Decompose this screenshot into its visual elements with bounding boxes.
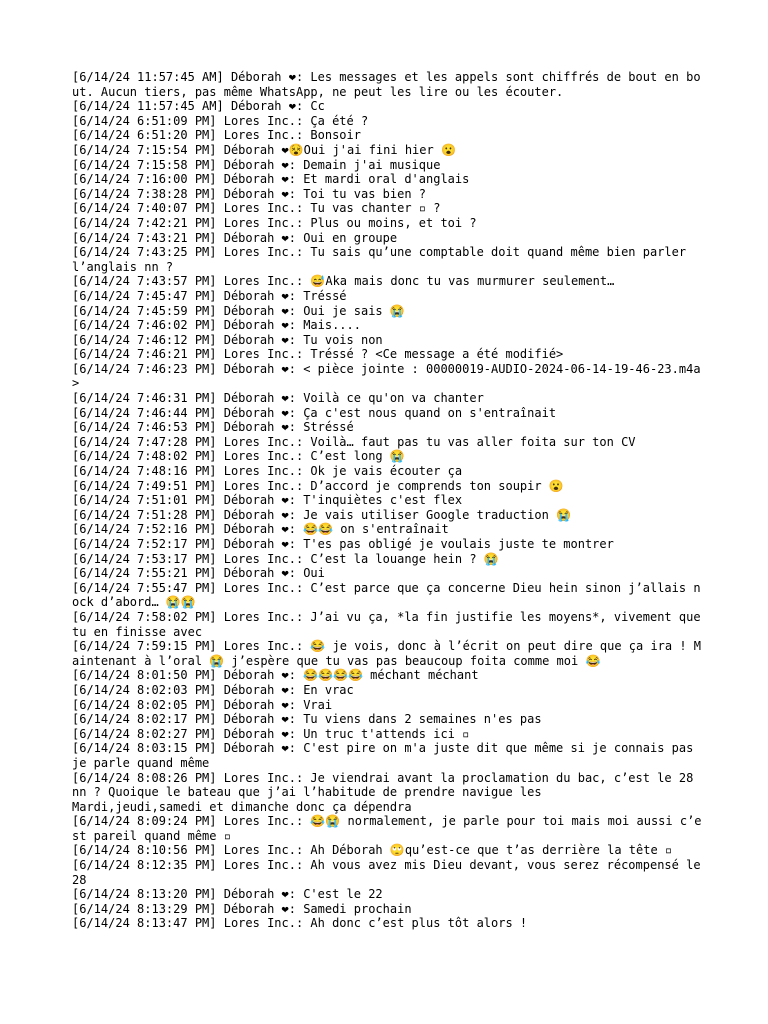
message-line: [6/14/24 7:46:12 PM] Déborah ❤: Tu vois non [72,332,383,347]
message-line: [6/14/24 7:46:23 PM] Déborah ❤: < pièce jointe : 00000019-AUDIO-2024-06-14-19-46-23.m4a > [72,361,708,391]
message-line: [6/14/24 7:16:00 PM] Déborah ❤: Et mardi oral d'anglais [72,172,470,187]
message-line: [6/14/24 7:53:17 PM] Lores Inc.: C’est la louange hein ? 😭 [72,551,499,566]
message-line: [6/14/24 8:08:26 PM] Lores Inc.: Je viendrai avant la proclamation du bac, c’est le 28 nn ? Quoique le bateau que j’ai l’habitude de prendre navigue les Mardi,jeudi,samedi et dimanche donc ça dépendra [72,770,694,814]
message-line: [6/14/24 7:58:02 PM] Lores Inc.: J’ai vu ça, *la fin justifie les moyens*, vivement que tu en finisse avec [72,609,708,639]
message-line: [6/14/24 7:52:17 PM] Déborah ❤: T'es pas obligé je voulais juste te montrer [72,537,614,551]
message-line: [6/14/24 6:51:09 PM] Lores Inc.: Ça été ? [72,113,369,128]
message-line: [6/14/24 7:43:57 PM] Lores Inc.: 😅Aka mais donc tu vas murmurer seulement… [72,274,615,289]
message-line: [6/14/24 7:55:21 PM] Déborah ❤: Oui [72,566,325,581]
message-line: [6/14/24 7:48:02 PM] Lores Inc.: C’est long 😭 [72,449,405,464]
message-line: [6/14/24 7:38:28 PM] Déborah ❤: Toi tu vas bien ? [72,186,427,201]
message-line: [6/14/24 7:15:54 PM] Déborah ❤😵Oui j'ai fini hier 😮 [72,142,456,157]
message-line: [6/14/24 7:45:47 PM] Déborah ❤: Tréssé [72,288,347,303]
message-line: [6/14/24 7:46:44 PM] Déborah ❤: Ça c'est nous quand on s'entraînait [72,405,557,420]
message-line: [6/14/24 8:03:15 PM] Déborah ❤: C'est pire on m'a juste dit que même si je connais pas je parle quand même [72,741,701,770]
message-line: [6/14/24 7:46:02 PM] Déborah ❤: Mais.... [72,318,361,333]
message-line: [6/14/24 7:55:47 PM] Lores Inc.: C’est parce que ça concerne Dieu hein sinon j’allais nock d’abord… 😭😭 [72,580,701,610]
message-line: [6/14/24 8:02:03 PM] Déborah ❤: En vrac [72,682,354,697]
message-line: [6/14/24 7:42:21 PM] Lores Inc.: Plus ou moins, et toi ? [72,215,477,230]
message-line: [6/14/24 8:01:50 PM] Déborah ❤: 😂😂😂😂 méchant méchant [72,668,479,683]
message-line: [6/14/24 7:46:53 PM] Déborah ❤: Stréssé [72,420,354,435]
message-line: [6/14/24 7:40:07 PM] Lores Inc.: Tu vas chanter ▫ ? [72,201,441,216]
message-line: [6/14/24 8:02:17 PM] Déborah ❤: Tu viens dans 2 semaines n'es pas [72,712,542,727]
message-line: [6/14/24 8:10:56 PM] Lores Inc.: Ah Déborah 🙄qu’est-ce que t’as derrière la tête ▫ [72,843,673,858]
message-line: [6/14/24 8:09:24 PM] Lores Inc.: 😂😭 normalement, je parle pour toi mais moi aussi c’est pareil quand même ▫ [72,814,702,843]
message-line: [6/14/24 8:02:05 PM] Déborah ❤: Vrai [72,697,333,712]
message-line: [6/14/24 8:13:29 PM] Déborah ❤: Samedi prochain [72,901,412,916]
message-line: [6/14/24 7:45:59 PM] Déborah ❤: Oui je sais 😭 [72,303,405,318]
message-line: [6/14/24 7:43:25 PM] Lores Inc.: Tu sais qu’une comptable doit quand même bien parler l’anglais nn ? [72,245,694,274]
message-line: [6/14/24 7:15:58 PM] Déborah ❤: Demain j'ai musique [72,157,441,172]
message-line: [6/14/24 11:57:45 AM] Déborah ❤: Cc [72,99,325,114]
message-line: [6/14/24 7:51:01 PM] Déborah ❤: T'inquiètes c'est flex [72,493,463,508]
chat-transcript [72,70,708,931]
message-line: [6/14/24 8:12:35 PM] Lores Inc.: Ah vous avez mis Dieu devant, vous serez récompensé le 28 [72,858,708,887]
message-line: [6/14/24 7:49:51 PM] Lores Inc.: D’accord je comprends ton soupir 😮 [72,478,564,493]
message-line: [6/14/24 7:46:21 PM] Lores Inc.: Tréssé ? <Ce message a été modifié> [72,347,564,362]
message-line: [6/14/24 7:48:16 PM] Lores Inc.: Ok je vais écouter ça [72,464,463,479]
message-line: [6/14/24 6:51:20 PM] Lores Inc.: Bonsoir [72,128,361,143]
message-line: [6/14/24 8:13:47 PM] Lores Inc.: Ah donc c’est plus tôt alors ! [72,916,528,931]
message-line: [6/14/24 7:46:31 PM] Déborah ❤: Voilà ce qu'on va chanter [72,391,484,406]
message-line: [6/14/24 7:43:21 PM] Déborah ❤: Oui en groupe [72,230,398,245]
message-line: [6/14/24 7:52:16 PM] Déborah ❤: 😂😂 on s'entraînait [72,522,449,537]
message-line: [6/14/24 8:13:20 PM] Déborah ❤: C'est le 22 [72,887,383,902]
message-line: [6/14/24 8:02:27 PM] Déborah ❤: Un truc t'attends ici ▫ [72,726,470,741]
message-line: [6/14/24 7:59:15 PM] Lores Inc.: 😂 je vois, donc à l’écrit on peut dire que ça ira ! Maintenant à l’oral 😭 j’espère que tu vas pas beaucoup foita comme moi 😂 [72,639,702,668]
message-line: [6/14/24 11:57:45 AM] Déborah ❤: Les messages et les appels sont chiffrés de bout en bout. Aucun tiers, pas même WhatsApp, ne peut les lire ou les écouter. [72,70,701,99]
message-line: [6/14/24 7:51:28 PM] Déborah ❤: Je vais utiliser Google traduction 😭 [72,507,571,522]
message-line: [6/14/24 7:47:28 PM] Lores Inc.: Voilà… faut pas tu vas aller foita sur ton CV [72,434,636,449]
